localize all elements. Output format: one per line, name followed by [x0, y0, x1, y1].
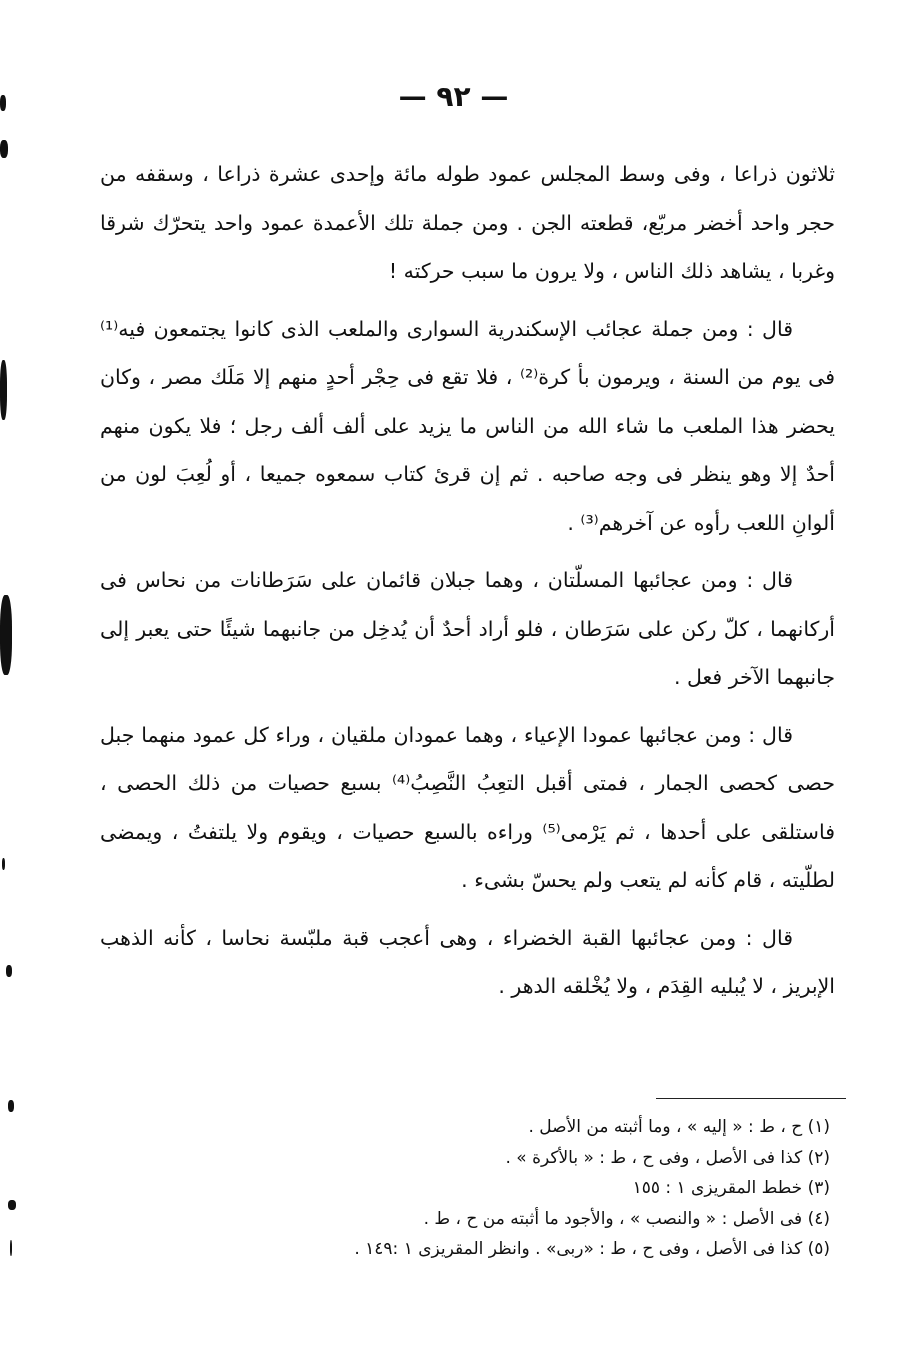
main-text [100, 150, 835, 1020]
paragraph-1: ثلاثون ذراعا ، وفى وسط المجلس عمود طوله مائة وإحدى عشرة ذراعا ، وسقفه من حجر واحد أخضر مربّع، قطعته الجن . ومن جملة تلك الأعمدة عمود واحد يتحرّك شرقا وغربا ، يشاهد ذلك الناس ، ولا يرون ما سبب حركته ! [100, 162, 835, 283]
paragraph-4: قال : ومن عجائبها عمودا الإعياء ، وهما عمودان ملقيان ، وراء كل عمود منهما جبل حصى كحصى الجمار ، فمتى أقبل التعِبُ النَّصِبُ⁽⁴⁾ بسبع حصيات من ذلك الحصى ، فاستلقى على أحدها ، ثم يَرْمى⁽⁵⁾ وراءه بالسبع حصيات ، ويقوم ولا يلتفتُ ، ويمضى لطلّيته ، قام كأنه لم يتعب ولم يحسّ بشىء . [100, 722, 836, 892]
scan-mark [0, 140, 8, 158]
scan-mark [0, 360, 7, 420]
paragraph-2: قال : ومن جملة عجائب الإسكندرية السوارى والملعب الذى كانوا يجتمعون فيه⁽¹⁾ فى يوم من السنة ، ويرمون بأ كرة⁽²⁾ ، فلا تقع فى حِجْر أحدٍ منهم إلا مَلَك مصر ، وكان يحضر هذا الملعب ما شاء الله من الناس ما يزيد على ألف ألف رجل ؛ فلا يكون منهم أحدٌ إلا وهو ينظر فى وجه صاحبه . ثم إن قرئ كتاب سمعوه جميعا ، أو لُعِبَ لون من ألوانِ اللعب رأوه عن آخرهم⁽³⁾ . [100, 316, 836, 535]
scan-mark [10, 1240, 12, 1256]
footnote-3: (٣) خطط المقريزى ١ : ١٥٥ [632, 1178, 830, 1198]
scan-mark [8, 1100, 14, 1112]
footnote-4: (٤) فى الأصل : « والنصب » ، والأجود ما أثبته من ح ، ط . [423, 1208, 830, 1229]
paragraph-3: قال : ومن عجائبها المسلّتان ، وهما جبلان قائمان على سَرَطانات من نحاس فى أركانهما ، كلّ ركن على سَرَطان ، فلو أراد أحدٌ أن يُدخِل من جانبهما شيئًا حتى يعبر إلى جانبهما الآخر فعل . [100, 568, 835, 689]
footnote-1: (١) ح ، ط : « إليه » ، وما أثبته من الأصل . [528, 1117, 830, 1137]
footnote-divider [656, 1098, 846, 1099]
scan-mark [2, 858, 5, 870]
footnotes [150, 1112, 830, 1265]
scan-mark [0, 595, 12, 675]
scan-mark [0, 95, 6, 111]
page-number: — ٩٢ — [398, 80, 509, 113]
paragraph-5: قال : ومن عجائبها القبة الخضراء ، وهى أعجب قبة ملبّسة نحاسا ، كأنه الذهب الإبريز ، لا يُبليه القِدَم ، ولا يُخْلقه الدهر . [100, 925, 835, 998]
scan-mark [8, 1200, 16, 1210]
footnote-2: (٢) كذا فى الأصل ، وفى ح ، ط : « بالأكرة » . [505, 1147, 830, 1168]
footnote-5: (٥) كذا فى الأصل ، وفى ح ، ط : «ربى» . وانظر المقريزى ١ :١٤٩ . [354, 1239, 830, 1259]
scan-mark [6, 965, 12, 977]
